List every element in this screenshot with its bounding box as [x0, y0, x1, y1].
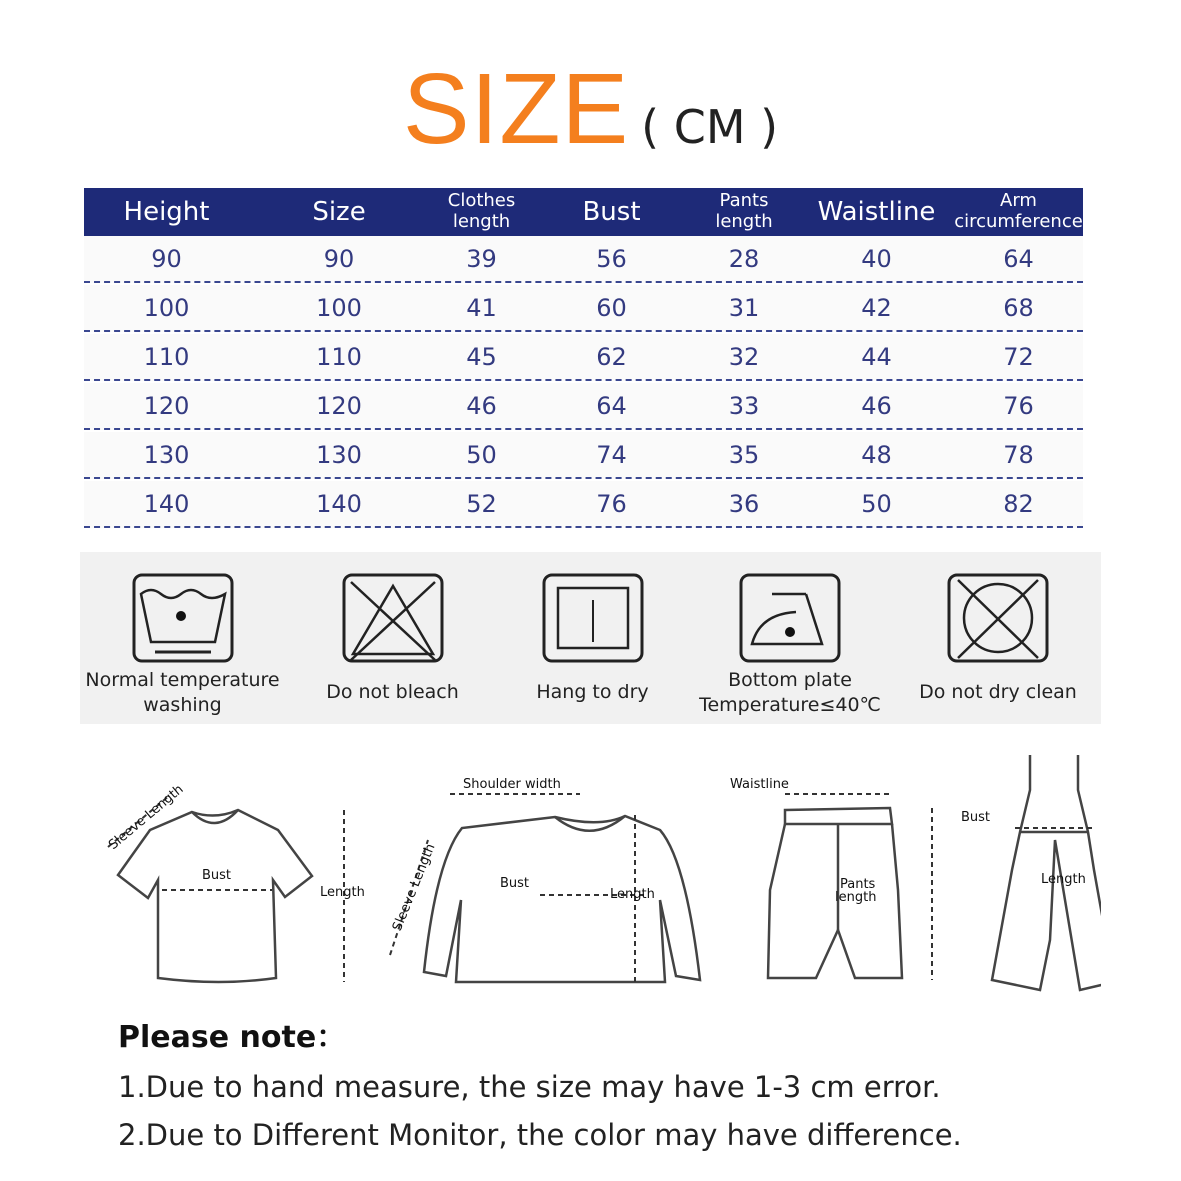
- garment-outlines: [80, 750, 1101, 1000]
- care-label: Do not bleach: [326, 681, 459, 703]
- table-cell: 35: [728, 440, 760, 469]
- table-row: [84, 383, 1083, 430]
- care-label: Temperature≤40℃: [699, 694, 881, 716]
- label-shoulder-width: Shoulder width: [463, 777, 561, 792]
- table-cell: 140: [316, 489, 362, 518]
- table-cell: 31: [728, 293, 760, 322]
- table-cell: 41: [466, 293, 497, 322]
- care-item-dryclean: [895, 552, 1101, 705]
- care-label: Hang to dry: [536, 681, 649, 703]
- table-cell: 78: [1003, 440, 1034, 469]
- col-bust: Bust: [582, 197, 641, 227]
- table-cell: 40: [861, 244, 892, 273]
- title-size: SIZE: [402, 53, 630, 165]
- table-cell: 82: [1003, 489, 1034, 518]
- tshirt-outline-icon: [118, 810, 312, 982]
- table-cell: 50: [466, 440, 497, 469]
- table-cell: 72: [1003, 342, 1034, 371]
- table-cell: 46: [861, 391, 892, 420]
- care-label: Do not dry clean: [919, 681, 1077, 703]
- table-cell: 36: [728, 489, 760, 518]
- care-item-iron: [685, 552, 895, 718]
- longsleeve-outline-icon: [424, 816, 700, 982]
- label-sleeve-length: Sleeve Length: [389, 841, 439, 934]
- title-unit: ( CM ): [641, 100, 779, 154]
- table-cell: 62: [596, 342, 627, 371]
- note-title: Please note：: [118, 1020, 347, 1055]
- table-cell: 76: [1003, 391, 1034, 420]
- table-cell: 46: [466, 391, 497, 420]
- table-cell: 42: [861, 293, 892, 322]
- label-bust: Bust: [500, 876, 530, 891]
- table-row: [84, 481, 1083, 528]
- col-clothes-length: Clothes length: [447, 190, 516, 232]
- table-cell: 130: [143, 440, 190, 469]
- wash-basin-icon: [131, 572, 235, 664]
- table-cell: 110: [143, 342, 190, 371]
- label-length: Length: [320, 885, 365, 900]
- note-line-1: 1.Due to hand measure, the size may have 1-3 cm error.: [118, 1070, 941, 1104]
- table-cell: 100: [143, 293, 190, 322]
- table-cell: 90: [151, 244, 182, 273]
- table-cell: 64: [596, 391, 627, 420]
- table-cell: 39: [466, 244, 497, 273]
- table-cell: 64: [1003, 244, 1034, 273]
- table-cell: 52: [466, 489, 497, 518]
- measurement-diagrams: [80, 750, 1101, 1000]
- care-label: Normal temperature: [85, 669, 280, 691]
- table-cell: 110: [316, 342, 362, 371]
- page-title: [0, 52, 1181, 167]
- label-waistline: Waistline: [730, 777, 789, 792]
- table-cell: 32: [728, 342, 760, 371]
- hang-dry-icon: [541, 572, 645, 664]
- label-length: Length: [1041, 872, 1086, 887]
- col-size: Size: [312, 197, 366, 227]
- size-table: [84, 188, 1083, 530]
- no-bleach-icon: [341, 572, 445, 664]
- table-cell: 100: [316, 293, 362, 322]
- col-waistline: Waistline: [817, 197, 936, 227]
- table-body: [84, 236, 1083, 528]
- table-cell: 120: [143, 391, 190, 420]
- table-cell: 33: [728, 391, 760, 420]
- iron-low-icon: [738, 572, 842, 664]
- care-item-bleach: [290, 552, 495, 705]
- table-cell: 56: [596, 244, 627, 273]
- table-cell: 74: [596, 440, 627, 469]
- label-sleeve-length: Sleeve Length: [106, 782, 187, 853]
- table-cell: 120: [316, 391, 362, 420]
- care-label: Bottom plate: [728, 669, 852, 691]
- col-pants-length: Pants length: [715, 190, 773, 232]
- no-dry-clean-icon: [946, 572, 1050, 664]
- table-cell: 90: [323, 244, 355, 273]
- label-pants: Pants: [840, 877, 876, 892]
- care-item-wash: [80, 552, 285, 718]
- table-cell: 28: [728, 244, 760, 273]
- label-bust: Bust: [961, 810, 991, 825]
- table-cell: 60: [596, 293, 627, 322]
- table-cell: 45: [466, 342, 497, 371]
- shorts-outline-icon: [785, 808, 892, 824]
- label-bust: Bust: [202, 868, 232, 883]
- table-row: [84, 285, 1083, 332]
- col-height: Height: [123, 197, 210, 227]
- col-arm-circumference: Arm circumference: [954, 190, 1083, 232]
- care-label: washing: [143, 694, 222, 716]
- table-cell: 50: [861, 489, 892, 518]
- label-length: length: [835, 890, 877, 905]
- table-header: [84, 188, 1083, 236]
- table-cell: 48: [861, 440, 892, 469]
- table-cell: 76: [596, 489, 627, 518]
- table-row: [84, 236, 1083, 283]
- label-length: Length: [610, 887, 655, 902]
- table-row: [84, 334, 1083, 381]
- table-cell: 140: [143, 489, 190, 518]
- table-cell: 130: [316, 440, 362, 469]
- note-line-2: 2.Due to Different Monitor, the color may have difference.: [118, 1118, 962, 1152]
- care-item-hang: [490, 552, 695, 705]
- table-cell: 44: [861, 342, 892, 371]
- table-cell: 68: [1003, 293, 1034, 322]
- note-section: [118, 1012, 962, 1152]
- care-instructions: [80, 552, 1101, 724]
- table-row: [84, 432, 1083, 479]
